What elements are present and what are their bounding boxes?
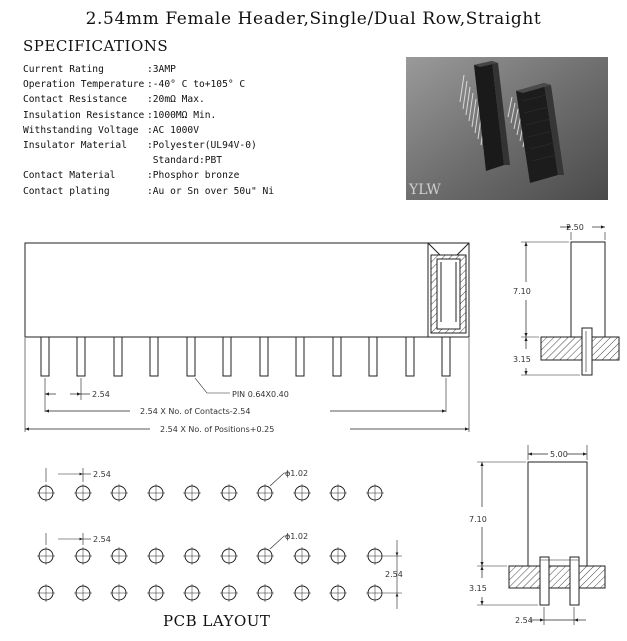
front-view-pins bbox=[41, 337, 450, 376]
dual-side-pin-right bbox=[570, 557, 579, 605]
side-view-single bbox=[521, 227, 619, 375]
pcb-row-pitch: 2.54 bbox=[385, 570, 403, 579]
spec-label: Insulation Resistance bbox=[23, 109, 145, 121]
dual-side-body bbox=[528, 462, 587, 566]
spec-value: Standard:PBT bbox=[147, 155, 223, 167]
spec-value: :-40° C to+105° C bbox=[147, 79, 246, 91]
spec-label: Insulator Material bbox=[23, 140, 127, 152]
spec-value: :Au or Sn over 50u" Ni bbox=[147, 185, 275, 197]
front-pitch-dimension: 2.54 bbox=[92, 390, 110, 399]
single-width-dimension: 2.50 bbox=[566, 223, 584, 232]
dual-height-dimension: 7.10 bbox=[469, 515, 487, 524]
pcb-dual-hole-size: ϕ1.02 bbox=[285, 532, 309, 541]
spec-value: :AC 1000V bbox=[147, 124, 199, 136]
pin-size-label: PIN 0.64X0.40 bbox=[232, 390, 289, 399]
spec-value: :3AMP bbox=[147, 64, 176, 75]
dual-pitch-dimension: 2.54 bbox=[515, 616, 533, 625]
positions-dimension: 2.54 X No. of Positions+0.25 bbox=[160, 425, 275, 434]
single-height-dimension: 7.10 bbox=[513, 287, 531, 296]
spec-value: :20mΩ Max. bbox=[147, 94, 205, 106]
spec-label: Current Rating bbox=[23, 64, 104, 75]
pcb-layout-label: PCB LAYOUT bbox=[163, 612, 271, 630]
spec-label: Operation Temperature bbox=[23, 79, 145, 91]
spec-label: Contact plating bbox=[23, 185, 110, 197]
spec-label: Contact Material bbox=[23, 170, 116, 182]
pcb-dual-pitch: 2.54 bbox=[93, 535, 111, 544]
spec-label: Withstanding Voltage bbox=[23, 124, 139, 136]
dual-side-pin-left bbox=[540, 557, 549, 605]
photo-watermark: YLW bbox=[409, 182, 441, 198]
contacts-dimension: 2.54 X No. of Contacts-2.54 bbox=[140, 407, 251, 416]
single-tail-dimension: 3.15 bbox=[513, 355, 531, 364]
side-view-dual bbox=[477, 445, 605, 625]
specifications-heading: SPECIFICATIONS bbox=[23, 37, 169, 55]
dual-width-dimension: 5.00 bbox=[550, 450, 568, 459]
pcb-single-hole-size: ϕ1.02 bbox=[285, 469, 309, 478]
spec-label: Contact Resistance bbox=[23, 94, 127, 106]
dual-tail-dimension: 3.15 bbox=[469, 584, 487, 593]
dual-side-pcb bbox=[509, 566, 605, 588]
single-side-body bbox=[571, 242, 605, 337]
pcb-layout bbox=[37, 468, 402, 609]
page-title: 2.54mm Female Header,Single/Dual Row,Straight bbox=[85, 9, 542, 29]
pcb-single-pitch: 2.54 bbox=[93, 470, 111, 479]
spec-value: :Phosphor bronze bbox=[147, 170, 240, 182]
spec-value: :1000MΩ Min. bbox=[147, 109, 217, 121]
header-body-front bbox=[25, 243, 469, 337]
single-side-pin bbox=[582, 328, 592, 375]
single-side-pcb bbox=[541, 337, 619, 360]
front-view bbox=[25, 243, 469, 432]
spec-value: :Polyester(UL94V-0) bbox=[147, 140, 257, 152]
